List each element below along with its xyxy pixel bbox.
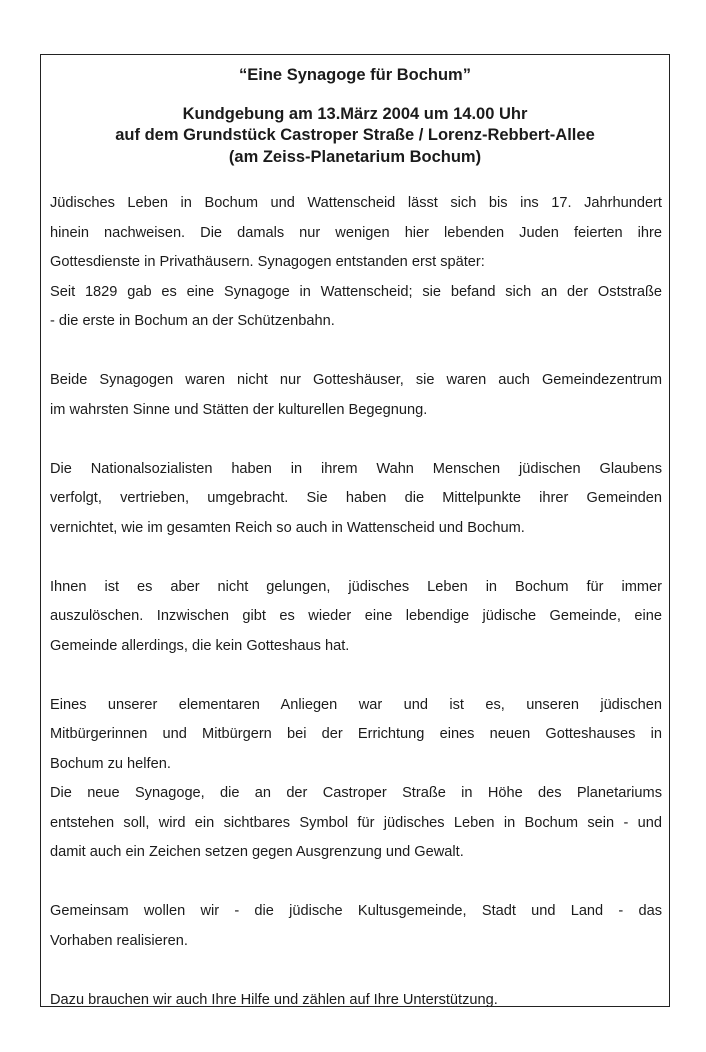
document-title: “Eine Synagoge für Bochum” (239, 66, 471, 84)
text-line: hinein nachweisen. Die damals nur wenigen hier lebenden Juden feierten ihre (50, 224, 662, 241)
text-line: Die Nationalsozialisten haben in ihrem Wahn Menschen jüdischen Glaubens (50, 460, 662, 477)
paragraph-community-centers (50, 366, 662, 425)
paragraph-concern (50, 691, 662, 780)
text-line: - die erste in Bochum an der Schützenbahn. (50, 313, 335, 329)
paragraph-persecution (50, 455, 662, 544)
text-line: Gottesdienste in Privathäusern. Synagogen entstanden erst später: (50, 254, 485, 270)
text-line: damit auch ein Zeichen setzen gegen Ausgrenzung und Gewalt. (50, 844, 464, 860)
text-line: im wahrsten Sinne und Stätten der kulturellen Begegnung. (50, 401, 428, 418)
paragraph-new-community (50, 573, 662, 662)
text-line: verfolgt, vertrieben, umgebracht. Sie haben die Mittelpunkte ihrer Gemeinden (50, 490, 662, 506)
text-line: Jüdisches Leben in Bochum und Wattenscheid lässt sich bis ins 17. Jahrhundert (50, 195, 662, 211)
text-line: Mitbürgerinnen und Mitbürgern bei der Errichtung eines neuen Gotteshauses in (50, 726, 662, 742)
paragraph-together (50, 897, 662, 956)
paragraph-first-synagogues (50, 278, 662, 337)
paragraph-new-synagogue (50, 779, 662, 868)
text-line: vernichtet, wie im gesamten Reich so auch in Wattenscheid und Bochum. (50, 519, 525, 536)
text-line: Eines unserer elementaren Anliegen war und ist es, unseren jüdischen (50, 696, 662, 713)
text-line: Ihnen ist es aber nicht gelungen, jüdisches Leben in Bochum für immer (50, 578, 662, 595)
text-line: Dazu brauchen wir auch Ihre Hilfe und zählen auf Ihre Unterstützung. (50, 991, 498, 1008)
text-line: Beide Synagogen waren nicht nur Gotteshäuser, sie waren auch Gemeindezentrum (50, 372, 662, 388)
text-line: Gemeinde allerdings, die kein Gotteshaus hat. (50, 637, 350, 654)
text-line: Gemeinsam wollen wir - die jüdische Kultusgemeinde, Stadt und Land - das (50, 903, 662, 919)
text-line: Seit 1829 gab es eine Synagoge in Wattenscheid; sie befand sich an der Oststraße (50, 283, 662, 300)
text-line: Vorhaben realisieren. (50, 932, 188, 949)
text-line: Bochum zu helfen. (50, 755, 171, 772)
event-landmark-heading: (am Zeiss-Planetarium Bochum) (228, 148, 482, 166)
event-location-heading: auf dem Grundstück Castroper Straße / Lorenz-Rebbert-Allee (115, 126, 595, 144)
event-date-heading: Kundgebung am 13.März 2004 um 14.00 Uhr (182, 105, 528, 123)
text-line: Die neue Synagoge, die an der Castroper Straße in Höhe des Planetariums (50, 785, 662, 801)
paragraph-support-request (50, 986, 662, 1016)
document-frame (40, 54, 670, 1007)
text-line: entstehen soll, wird ein sichtbares Symbol für jüdisches Leben in Bochum sein - und (50, 814, 662, 831)
document-body (50, 189, 662, 1015)
paragraph-history (50, 189, 662, 278)
text-line: auszulöschen. Inzwischen gibt es wieder eine lebendige jüdische Gemeinde, eine (50, 608, 662, 624)
